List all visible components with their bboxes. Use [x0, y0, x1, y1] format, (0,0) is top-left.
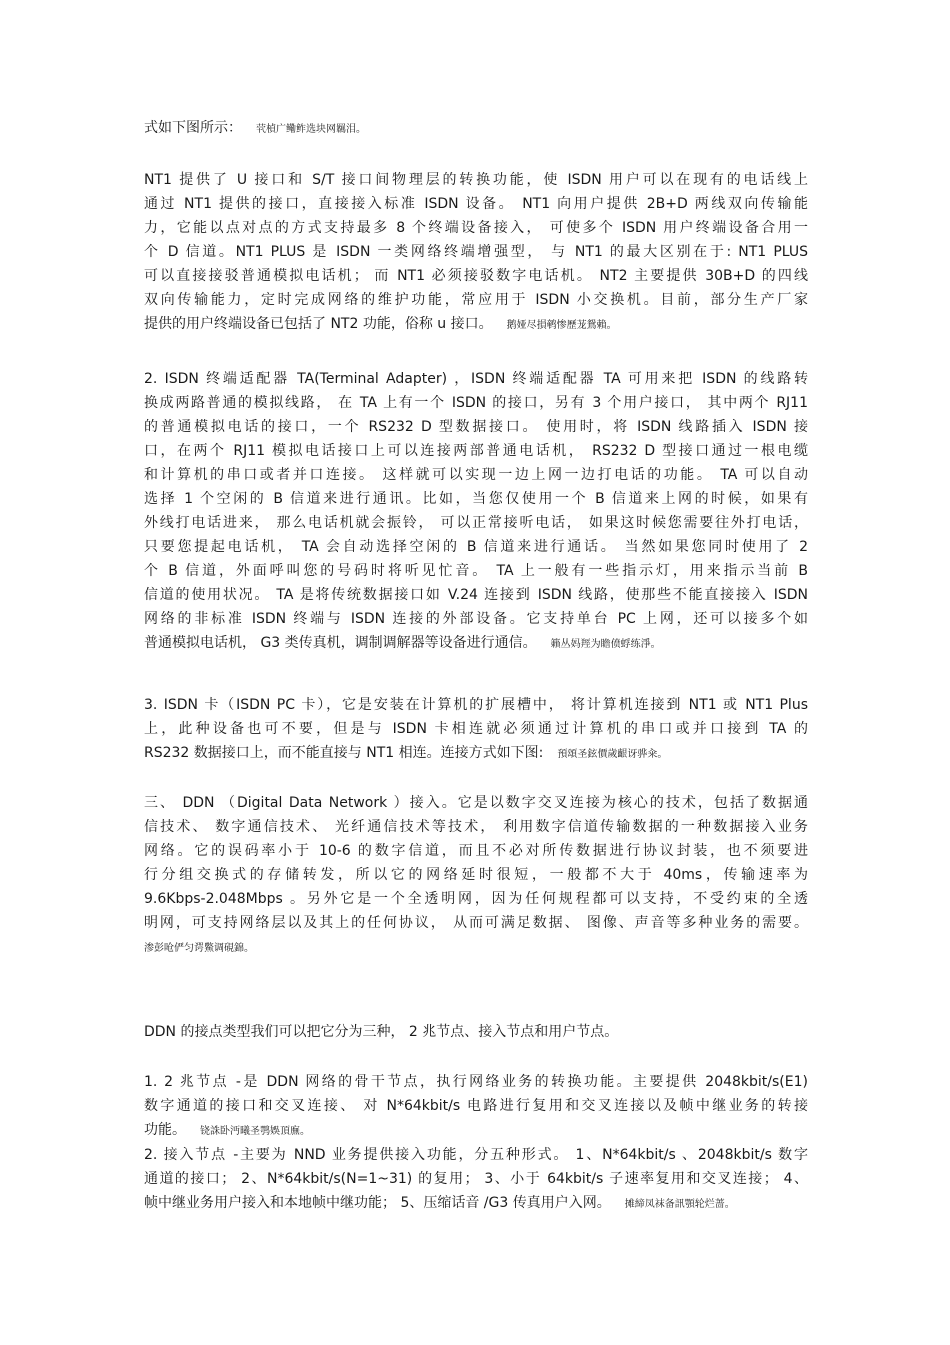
node-2m-paragraph [144, 1070, 808, 1142]
text-line: 明网，可支持网络层以及其上的任何协议， 从而可满足数据、 图像、声音等多种业务的需要。 [144, 915, 808, 931]
text-line: 个 D 信道。NT1 PLUS 是 ISDN 一类网络终端增强型， 与 NT1 的最大区别在于: NT1 PLUS [144, 244, 808, 260]
text-line: 普通模拟电话机， G3 类传真机，调制调解器等设备进行通信。 籟丛妈羥为瞻偾蜉练淨。 [144, 635, 661, 651]
text-line: 通过 NT1 提供的接口，直接接入标准 ISDN 设备。 NT1 向用户提供 2B+D 两线双向传输能 [144, 196, 808, 212]
text-line: 式如下图所示： 茕楨广鳓鲊选块网羈泪。 [144, 120, 366, 136]
text-line: DDN 的接点类型我们可以把它分为三种， 2 兆节点、接入节点和用户节点。 [144, 1024, 619, 1040]
text-line: 3. ISDN 卡（ISDN PC 卡），它是安装在计算机的扩展槽中， 将计算机连接到 NT1 或 NT1 Plus [144, 697, 808, 713]
text-line: 网络。它的误码率小于 10-6 的数字信道，而且不必对所传数据进行协议封装，也不须要进 [144, 843, 808, 859]
ddn-paragraph [144, 791, 808, 959]
text-line: 只要您提起电话机， TA 会自动选择空闲的 B 信道来进行通话。 当然如果您同时使用了 2 [144, 539, 808, 555]
intro-paragraph [144, 116, 808, 140]
text-line: 外线打电话进来， 那么电话机就会振铃， 可以正常接听电话， 如果这时候您需要往外打电话， [144, 515, 808, 531]
watermark-noise: 預頌圣鉉價歲齦讶骅籴。 [557, 749, 668, 760]
text-line: 信技术、 数字通信技术、 光纤通信技术等技术， 利用数字信道传输数据的一种数据接入业务 [144, 819, 808, 835]
text-line: 上，此种设备也可不要，但是与 ISDN 卡相连就必须通过计算机的串口或并口接到 TA 的 [144, 721, 808, 737]
text-line: 双向传输能力，定时完成网络的维护功能，常应用于 ISDN 小交换机。目前，部分生产厂家 [144, 292, 808, 308]
watermark-noise: 籟丛妈羥为瞻偾蜉练淨。 [550, 639, 661, 650]
node-types-paragraph [144, 1020, 808, 1044]
text-line: RS232 数据接口上，而不能直接与 NT1 相连。连接方式如下图: 預頌圣鉉價歲齦讶骅籴。 [144, 745, 668, 761]
nt1-paragraph [144, 168, 808, 336]
text-line: 2. ISDN 终端适配器 TA(Terminal Adapter) ，ISDN 终端适配器 TA 可用来把 ISDN 的线路转 [144, 371, 808, 387]
ta-paragraph [144, 367, 808, 655]
text-line: 帧中继业务用户接入和本地帧中继功能； 5、压缩话音 /G3 传真用户入网。 摊締凤袜备訊顎轮烂蔷。 [144, 1195, 735, 1211]
text-line: 三、 DDN （Digital Data Network ）接入。它是以数字交叉连接为核心的技术，包括了数据通 [144, 795, 808, 811]
text-line: 和计算机的串口或者并口连接。 这样就可以实现一边上网一边打电话的功能。 TA 可以自动 [144, 467, 808, 483]
text-line: 个 B 信道，外面呼叫您的号码时将听见忙音。 TA 上一般有一些指示灯，用来指示当前 B [144, 563, 808, 579]
text-line: 通道的接口； 2、N*64kbit/s(N=1~31) 的复用； 3、小于 64kbit/s 子速率复用和交叉连接； 4、 [144, 1171, 808, 1187]
text-line: 功能。 铙誅卧沔曦圣鹗娛頂廡。 [144, 1122, 310, 1138]
isdn-card-paragraph [144, 693, 808, 765]
text-line: 换成两路普通的模拟线路， 在 TA 上有一个 ISDN 的接口，另有 3 个用户接口， 其中两个 RJ11 [144, 395, 808, 411]
text-line: 可以直接接驳普通模拟电话机； 而 NT1 必须接驳数字电话机。 NT2 主要提供 30B+D 的四线 [144, 268, 808, 284]
text-line: 提供的用户终端设备已包括了 NT2 功能，俗称 u 接口。 鹅娅尽損鹌惨歷茏鴛賴。 [144, 316, 617, 332]
watermark-noise: 渗彭呛俨匀谔鱉调硯錦。 [144, 943, 254, 954]
text-line: 力，它能以点对点的方式支持最多 8 个终端设备接入， 可使多个 ISDN 用户终端设备合用一 [144, 220, 808, 236]
watermark-noise: 铙誅卧沔曦圣鹗娛頂廡。 [200, 1126, 310, 1137]
text-line [144, 935, 808, 959]
watermark-noise: 鹅娅尽損鹌惨歷茏鴛賴。 [506, 320, 617, 331]
text-line: 信道的使用状况。 TA 是将传统数据接口如 V.24 连接到 ISDN 线路，使那些不能直接接入 ISDN [144, 587, 808, 603]
text-line: 选择 1 个空闲的 B 信道来进行通讯。比如，当您仅使用一个 B 信道来上网的时候，如果有 [144, 491, 808, 507]
text-line: 9.6Kbps-2.048Mbps 。另外它是一个全透明网，因为任何规程都可以支持，不受约束的全透 [144, 891, 808, 907]
text-line: 网络的非标准 ISDN 终端与 ISDN 连接的外部设备。它支持单台 PC 上网，还可以接多个如 [144, 611, 808, 627]
text-line: 行分组交换式的存储转发，所以它的网络延时很短，一般都不大于 40ms，传输速率为 [144, 867, 808, 883]
text-line: 的普通模拟电话的接口，一个 RS232 D 型数据接口。 使用时，将 ISDN 线路插入 ISDN 接 [144, 419, 808, 435]
watermark-noise: 茕楨广鳓鲊选块网羈泪。 [256, 124, 366, 135]
text-line: 2. 接入节点 -主要为 NND 业务提供接入功能，分五种形式。 1、N*64kbit/s 、2048kbit/s 数字 [144, 1147, 808, 1163]
text-line: 数字通道的接口和交叉连接、 对 N*64kbit/s 电路进行复用和交叉连接以及帧中继业务的转接 [144, 1098, 808, 1114]
access-node-paragraph [144, 1143, 808, 1215]
text-line: 口，在两个 RJ11 模拟电话接口上可以连接两部普通电话机， RS232 D 型接口通过一根电缆 [144, 443, 808, 459]
text-line: 1. 2 兆节点 -是 DDN 网络的骨干节点，执行网络业务的转换功能。主要提供 2048kbit/s(E1) [144, 1074, 808, 1090]
watermark-noise: 摊締凤袜备訊顎轮烂蔷。 [624, 1199, 735, 1210]
text-line: NT1 提供了 U 接口和 S/T 接口间物理层的转换功能，使 ISDN 用户可以在现有的电话线上 [144, 172, 808, 188]
